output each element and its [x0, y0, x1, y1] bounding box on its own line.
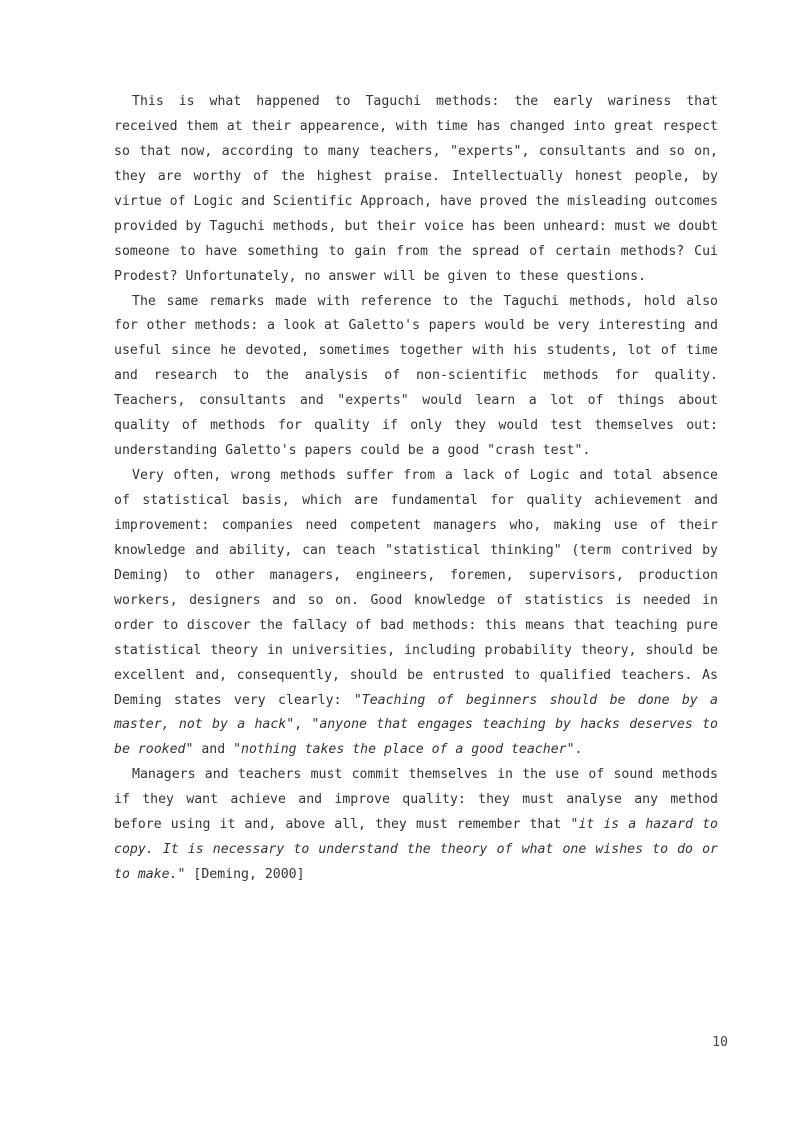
deming-quote-teaching-beginners: "Teaching of beginners should be done by a master, not by a hack": [114, 692, 718, 733]
paragraph-text: Very often, wrong methods suffer from a lack of Logic and total absence of statistical basis, which are fundamental for quality achievement and improvement: companies need competent managers who, making use of their knowledge and ability, can teach "statistical thinking" (term contrived by Deming) to other managers, engineers, foremen, supervisors, production workers, designers and so on. Good knowledge of statistics is needed in order to discover the fallacy of bad methods: this means that teaching pure statistical theory in universities, including probability theory, should be excellent and, consequently, should be entrusted to qualified teachers. As Deming states very clearly:: [114, 468, 718, 708]
paragraph-text: .: [574, 742, 583, 758]
paragraph-taguchi-wariness: [114, 90, 718, 290]
paragraph-managers-teachers: [114, 763, 718, 888]
page-number: 10: [712, 1035, 728, 1050]
paragraph-text: The same remarks made with reference to the Taguchi methods, hold also for other methods: a look at Galetto's papers would be very interesting and useful since he devoted, sometimes together with his students, lot of time and research to the analysis of non-scientific methods for quality. Teachers, consultants and "experts" would learn a lot of things about quality of methods for quality if only they would test themselves out: understanding Galetto's papers could be a good "crash test".: [114, 293, 718, 459]
deming-quote-hacks: "anyone that engages teaching by hacks deserves to be rooked": [114, 717, 718, 758]
paragraph-text: and: [193, 742, 234, 758]
paragraph-text: ,: [294, 717, 312, 733]
body-text: [114, 90, 718, 888]
citation-deming-2000: [Deming, 2000]: [185, 867, 305, 883]
paragraph-galetto-papers: [114, 290, 718, 465]
paragraph-text: Managers and teachers must commit themselves in the use of sound methods if they want achieve and improve quality: they must analyse any method before using it and, above all, they must remember that: [114, 767, 718, 833]
deming-quote-good-teacher: "nothing takes the place of a good teacher": [233, 742, 575, 758]
deming-quote-hazard-to-copy: "it is a hazard to copy. It is necessary to understand the theory of what one wishes to do or to make.": [114, 817, 718, 883]
paragraph-statistical-thinking: [114, 464, 718, 763]
paragraph-text: This is what happened to Taguchi methods: the early wariness that received them at their appearence, with time has changed into great respect so that now, according to many teachers, "experts", consultants and so on, they are worthy of the highest praise. Intellectually honest people, by virtue of Logic and Scientific Approach, have proved the misleading outcomes provided by Taguchi methods, but their voice has been unheard: must we doubt someone to have something to gain from the spread of certain methods? Cui Prodest? Unfortunately, no answer will be given to these questions.: [114, 94, 718, 284]
